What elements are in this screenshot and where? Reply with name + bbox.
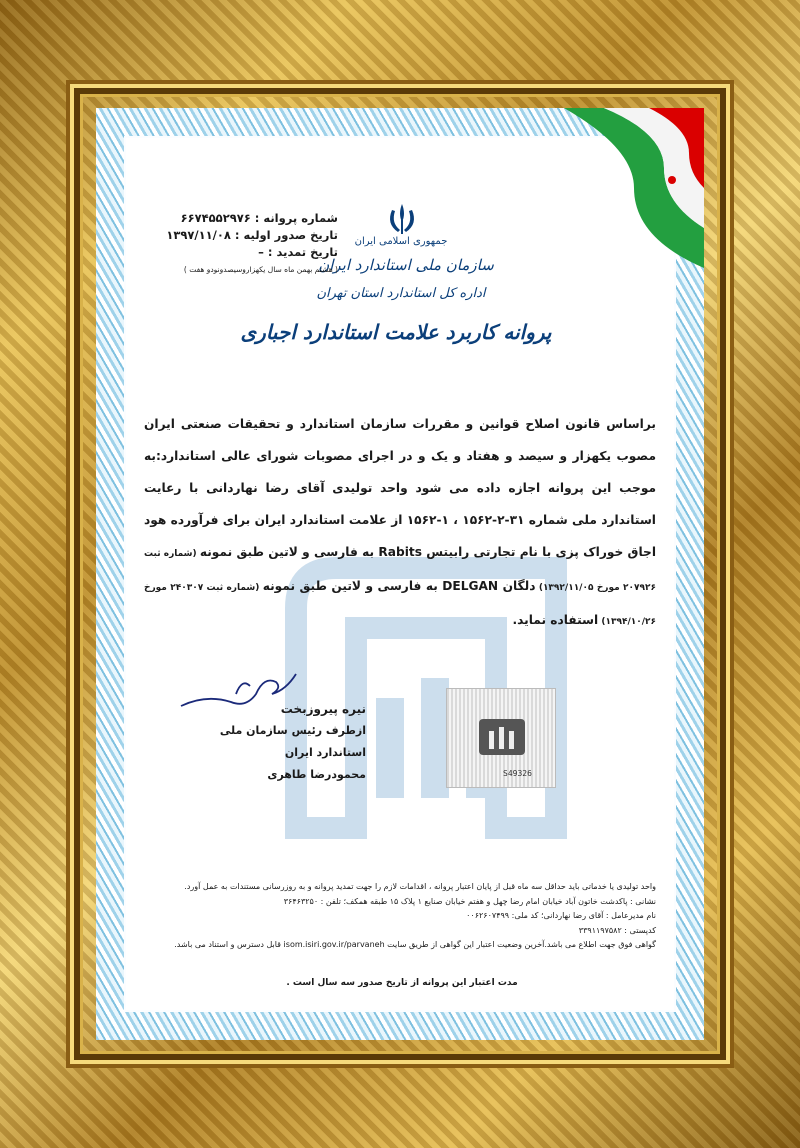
brand-rabits: رابیتس Rabits به فارسی و لاتین طبق نمونه	[199, 545, 470, 559]
signature-block	[196, 698, 366, 786]
hologram-serial: S49326	[503, 769, 532, 778]
certificate-paper	[96, 108, 704, 1040]
head-name: محمودرضا طاهری	[267, 768, 366, 781]
body-part-1: براساس قانون اصلاح قوانین و مقررات سازمان استاندارد و تحقیقات صنعتی ایران مصوب یکهزار و سیصد و هفتاد و یک و در اجرای مصوبات شورای عالی استاندارد:به موجب این پروانه اجازه داده می شود	[144, 417, 657, 495]
signer-name: نیره پیروزبخت	[280, 702, 366, 716]
signer-on-behalf: ازطرف رئیس سازمان ملی استاندارد ایران	[219, 724, 366, 759]
issue-date: تاریخ صدور اولیه : ۱۳۹۷/۱۱/۰۸	[166, 228, 338, 242]
republic-label: جمهوری اسلامی ایران	[354, 236, 448, 247]
brand-rabits-registration: (شماره ثبت ۲۰۷۹۲۶ مورخ ۱۳۹۲/۱۱/۰۵)	[144, 549, 657, 593]
security-hologram	[446, 688, 556, 788]
footer-line-1: واحد تولیدی یا خدماتی باید حداقل سه ماه قبل از پایان اعتبار پروانه ، اقدامات لازم را جهت تمدید پروانه و به روزرسانی مستندات به عمل آورد.	[184, 882, 656, 891]
certificate-title: پروانه کاربرد علامت استاندارد اجباری	[240, 320, 552, 344]
license-body	[144, 408, 656, 638]
license-number: شماره پروانه : ۶۶۷۴۵۵۲۹۷۶	[180, 211, 338, 225]
standard-numbers: ۳۱-۲-۱۵۶۲ ، ۱-۱۵۶۲	[406, 513, 525, 527]
footer-verification: گواهی فوق جهت اطلاع می باشد.آخرین وضعیت اعتبار این گواهی از طریق سایت isom.isiri.gov.ir/parvaneh قابل دسترس و استناد می باشد.	[174, 940, 656, 949]
footer-manager: نام مدیرعامل : آقای رضا نهاردانی؛ کد ملی: ۰۰۶۲۶۰۷۴۹۹	[466, 911, 656, 920]
brand-delgan: دلگان DELGAN به فارسی و لاتین طبق نمونه	[262, 579, 536, 593]
body-part-3: از علامت استاندارد ایران برای فرآورده	[166, 513, 407, 527]
hologram-logo-icon	[477, 717, 527, 757]
body-part-5: استفاده نماید.	[512, 613, 599, 627]
license-meta	[148, 210, 338, 278]
validity-statement: مدت اعتبار این پروانه از تاریخ صدور سه سال است .	[286, 978, 518, 988]
organization-name: سازمان ملی استاندارد ایران	[318, 256, 494, 274]
body-part-4: با نام تجارتی	[469, 545, 556, 559]
footer-address: نشانی : پاکدشت خاتون آباد خیابان امام رضا چهل و هفتم خیابان صنایع ۱ پلاک ۱۵ طبقه همکف؛ تلفن : ۳۶۴۶۳۲۵۰	[283, 896, 656, 906]
department-name: اداره کل استاندارد استان تهران	[316, 286, 486, 301]
footer-notes	[148, 880, 656, 953]
footer-postal-code: کدپستی : ۳۳۹۱۱۹۷۵۸۲	[578, 925, 656, 935]
brand-delgan-registration: (شماره ثبت ۲۴۰۳۰۷ مورخ ۱۳۹۴/۱۰/۲۶)	[144, 583, 656, 627]
iran-flag-ribbon-icon	[564, 108, 704, 268]
issue-date-words: ( هشتم بهمن ماه سال یکهزاروسیصدونودو هفت )	[183, 265, 338, 274]
iran-emblem-icon	[382, 200, 422, 240]
body-part-2: با رعایت استاندارد ملی شماره	[144, 481, 656, 527]
renewal-date: تاریخ تمدید : –	[258, 245, 338, 259]
product-name: هود اجاق خوراک پزی	[144, 513, 656, 559]
producer-name: واحد تولیدی آقای رضا نهاردانی	[206, 481, 408, 495]
